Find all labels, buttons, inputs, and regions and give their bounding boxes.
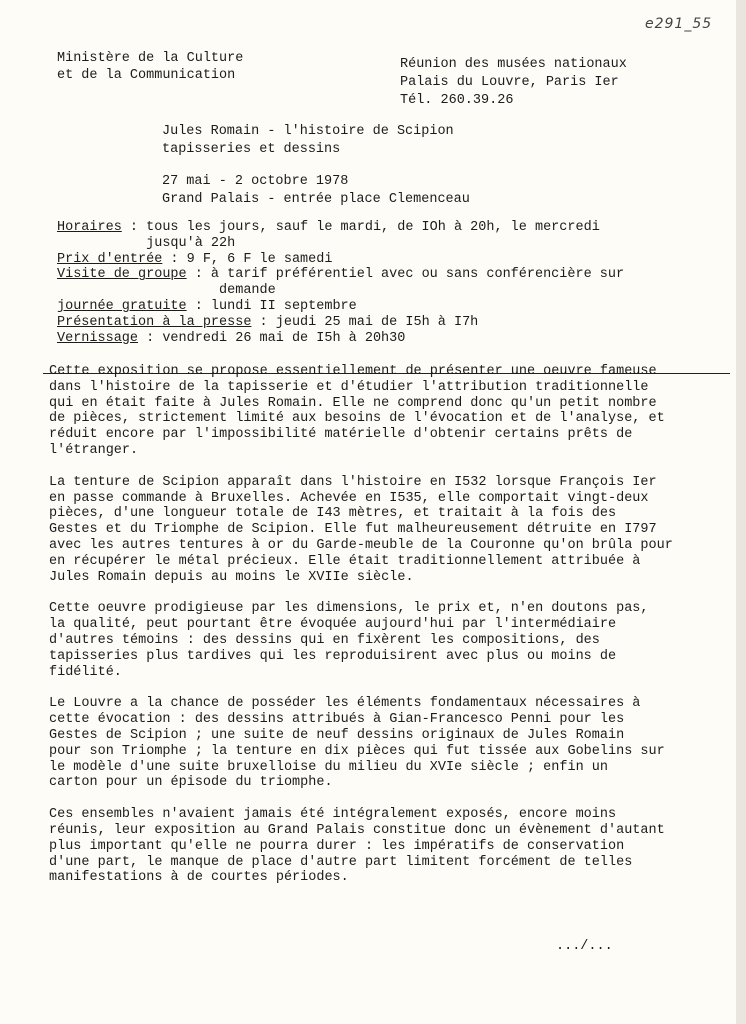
text-line: Cette oeuvre prodigieuse par les dimensions, le prix et, n'en doutons pas,: [49, 601, 649, 617]
info-row: [57, 283, 624, 299]
info-row: [57, 267, 624, 283]
info-value: : vendredi 26 mai de I5h à 20h30: [138, 330, 406, 346]
text-line: cette évocation : des dessins attribués à Gian-Francesco Penni pour les: [49, 712, 625, 728]
info-row: [57, 315, 624, 331]
info-label: Présentation à la presse: [57, 314, 252, 330]
text-line: pour son Triomphe ; la tenture en dix pièces qui fut tissée aux Gobelins sur: [49, 743, 665, 759]
text-line: plus important qu'elle ne pourra durer : les impératifs de conservation: [49, 838, 625, 854]
text-line: Le Louvre a la chance de posséder les éléments fondamentaux nécessaires à: [49, 696, 641, 712]
paragraph: [49, 475, 739, 586]
info-value: : jeudi 25 mai de I5h à I7h: [251, 314, 479, 330]
museum-header: [400, 56, 627, 110]
paragraph: [49, 364, 739, 459]
info-row: [57, 236, 624, 252]
info-label: journée gratuite: [57, 298, 187, 314]
text-line: en passe commande à Bruxelles. Achevée en I535, elle comportait vingt-deux: [49, 490, 649, 506]
text-line: Jules Romain depuis au moins le XVIIe siècle.: [49, 569, 414, 585]
text-line: en récupérer le métal précieux. Elle était traditionnellement attribuée à: [49, 553, 641, 569]
text-line: carton pour un épisode du triomphe.: [49, 775, 333, 791]
paragraph: [49, 696, 739, 791]
text-line: d'autres témoins : des dessins qui en fixèrent les compositions, des: [49, 632, 600, 648]
info-value: : à tarif préférentiel avec ou sans conférencière sur: [186, 267, 625, 283]
text-line: la qualité, peut pourtant être évoquée aujourd'hui par l'intermédiaire: [49, 617, 617, 633]
info-row: [57, 252, 624, 268]
ministry-line: et de la Communication: [57, 68, 236, 83]
text-line: réunis, leur exposition au Grand Palais constitue donc un évènement d'autant: [49, 822, 665, 838]
text-line: réduit encore par l'impossibilité matérielle d'obtenir certains prêts de: [49, 427, 633, 443]
text-line: Cette exposition se propose essentiellement de présenter une oeuvre fameuse: [49, 364, 657, 379]
title-line: Jules Romain - l'histoire de Scipion: [162, 124, 454, 139]
text-line: pièces, d'une longueur totale de I43 mètres, et traitait à la fois des: [49, 506, 617, 522]
info-row: [57, 331, 624, 347]
museum-line: Palais du Louvre, Paris Ier: [400, 75, 619, 90]
info-label: Visite de groupe: [57, 267, 187, 283]
text-line: manifestations à de courtes périodes.: [49, 870, 349, 886]
info-value: : lundi II septembre: [186, 298, 357, 314]
continued-marker: .../...: [556, 939, 613, 954]
exhibition-dates: [162, 173, 470, 209]
press-release-body: [49, 364, 739, 902]
text-line: l'étranger.: [49, 442, 139, 458]
exhibition-title: [162, 123, 454, 159]
info-label: Vernissage: [57, 330, 139, 346]
text-line: tapisseries plus tardives qui les reproduisirent avec plus ou moins de: [49, 648, 617, 664]
info-row: [57, 299, 624, 315]
info-label: Horaires: [57, 220, 122, 235]
text-line: La tenture de Scipion apparaît dans l'histoire en I532 lorsque François Ier: [49, 474, 657, 490]
museum-line: Réunion des musées nationaux: [400, 57, 627, 72]
text-line: avec les autres tentures à or du Garde-meuble de la Couronne qu'on brûla pour: [49, 537, 673, 553]
paragraph: [49, 601, 739, 680]
ministry-header: [57, 50, 243, 84]
info-value: demande: [57, 283, 276, 299]
text-line: Ces ensembles n'avaient jamais été intégralement exposés, encore moins: [49, 807, 617, 823]
title-line: tapisseries et dessins: [162, 142, 341, 157]
text-line: fidélité.: [49, 664, 122, 680]
venue-line: Grand Palais - entrée place Clemenceau: [162, 192, 470, 207]
text-line: d'une part, le manque de place d'autre part limitent forcément de telles: [49, 854, 633, 870]
museum-phone: Tél. 260.39.26: [400, 93, 514, 108]
info-value: : tous les jours, sauf le mardi, de IOh à 20h, le mercredi: [121, 220, 600, 235]
info-value: : 9 F, 6 F le samedi: [162, 251, 333, 267]
archive-reference: e291_55: [645, 16, 713, 32]
text-line: de pièces, strictement limité aux besoins de l'évocation et de l'analyse, et: [49, 411, 665, 427]
text-line: dans l'histoire de la tapisserie et d'étudier l'attribution traditionnelle: [49, 379, 649, 395]
info-value: jusqu'à 22h: [57, 235, 236, 251]
text-line: le modèle d'une suite bruxelloise du milieu du XVIe siècle ; enfin un: [49, 759, 608, 775]
date-line: 27 mai - 2 octobre 1978: [162, 174, 349, 189]
text-line: qui en était faite à Jules Romain. Elle ne comprend donc qu'un petit nombre: [49, 395, 657, 411]
info-row: [57, 220, 624, 236]
info-label: Prix d'entrée: [57, 251, 163, 267]
text-line: Gestes et du Triomphe de Scipion. Elle fut malheureusement détruite en I797: [49, 522, 657, 538]
practical-info: [57, 220, 624, 346]
ministry-line: Ministère de la Culture: [57, 51, 244, 66]
paragraph: [49, 807, 739, 886]
text-line: Gestes de Scipion ; une suite de neuf dessins originaux de Jules Romain: [49, 727, 625, 743]
